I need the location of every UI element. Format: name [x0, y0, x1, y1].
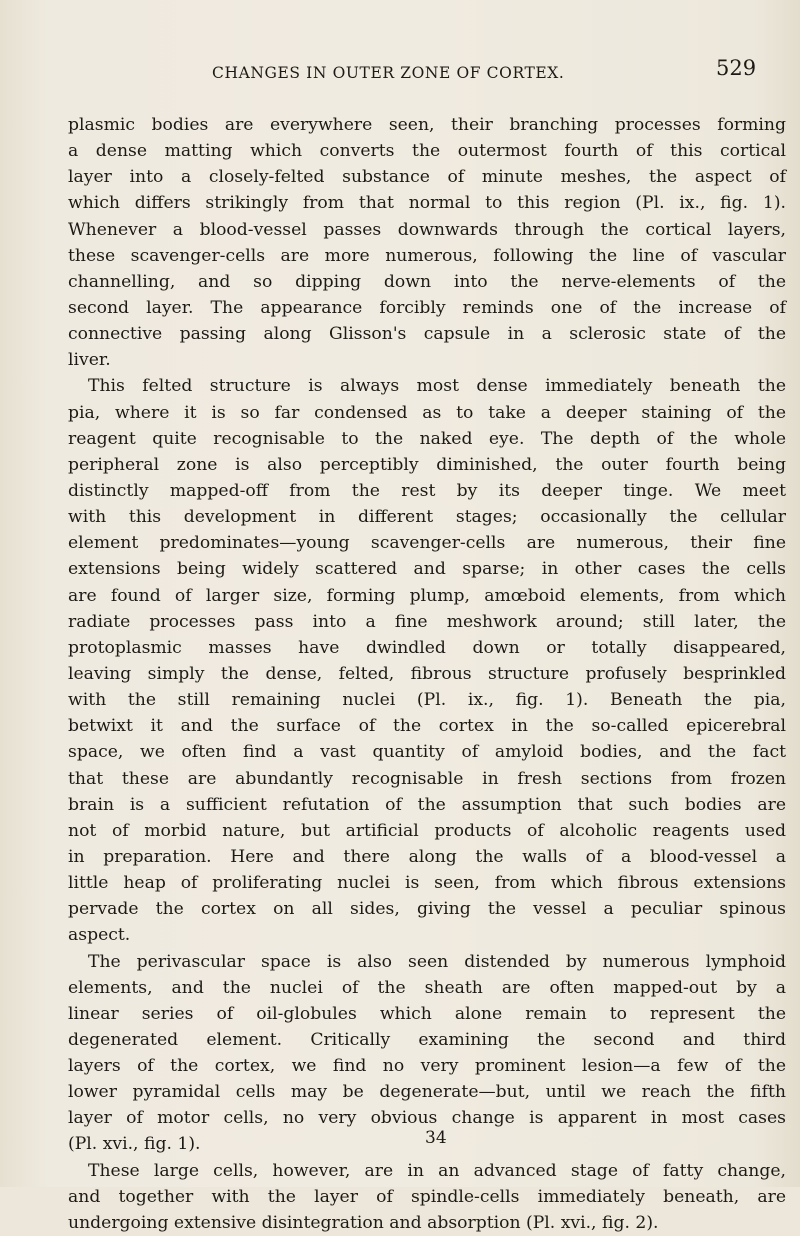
- text-line: these scavenger-cells are more numerous, following the line of vascular: [68, 245, 786, 266]
- text-line: linear series of oil-globules which alone remain to represent the: [68, 1003, 786, 1024]
- text-line: reagent quite recognisable to the naked eye. The depth of the whole: [68, 428, 786, 449]
- text-line: and together with the layer of spindle-cells immediately beneath, are: [68, 1186, 786, 1207]
- text-line: with this development in different stages; occasionally the cellular: [68, 507, 786, 528]
- text-line: brain is a sufficient refutation of the assumption that such bodies are: [68, 794, 786, 815]
- text-line: plasmic bodies are everywhere seen, their branching processes forming: [68, 115, 786, 135]
- text-line: This felted structure is always most dense immediately beneath the: [88, 376, 786, 397]
- text-line: in preparation. Here and there along the walls of a blood-vessel a: [68, 846, 786, 867]
- paragraph: [68, 112, 786, 373]
- text-line: distinctly mapped-off from the rest by its deeper tinge. We meet: [68, 480, 786, 501]
- text-line: peripheral zone is also perceptibly diminished, the outer fourth being: [68, 454, 786, 475]
- text-line: connective passing along Glisson's capsule in a sclerosic state of the: [68, 324, 786, 345]
- text-line: layers of the cortex, we find no very prominent lesion—a few of the: [68, 1056, 786, 1077]
- text-line: element predominates—young scavenger-cells are numerous, their fine: [68, 533, 786, 554]
- body-text: [68, 112, 786, 1236]
- text-line: Whenever a blood-vessel passes downwards through the cortical layers,: [68, 219, 786, 240]
- paragraph: [68, 373, 786, 948]
- signature-mark: 34: [425, 1128, 447, 1148]
- paragraph: [68, 1158, 786, 1236]
- text-line: second layer. The appearance forcibly reminds one of the increase of: [68, 297, 786, 318]
- text-line: channelling, and so dipping down into the nerve-elements of the: [68, 271, 786, 292]
- text-line: radiate processes pass into a fine meshwork around; still later, the: [68, 611, 786, 632]
- text-line: pia, where it is so far condensed as to take a deeper staining of the: [68, 402, 786, 423]
- page-number: 529: [716, 56, 757, 80]
- text-line: These large cells, however, are in an advanced stage of fatty change,: [88, 1160, 786, 1181]
- text-line: betwixt it and the surface of the cortex in the so-called epicerebral: [68, 716, 786, 737]
- text-line: which differs strikingly from that normal to this region (Pl. ix., fig. 1).: [68, 193, 786, 214]
- paragraph: [68, 949, 786, 1158]
- text-line: little heap of proliferating nuclei is seen, from which fibrous extensions: [68, 873, 786, 894]
- running-title: CHANGES IN OUTER ZONE OF CORTEX.: [212, 64, 565, 82]
- text-line: are found of larger size, forming plump, amœboid elements, from which: [68, 585, 786, 606]
- text-line: space, we often find a vast quantity of amyloid bodies, and the fact: [68, 742, 786, 763]
- text-line: extensions being widely scattered and sparse; in other cases the cells: [68, 559, 786, 580]
- running-head: [0, 56, 800, 88]
- text-line: undergoing extensive disintegration and absorption (Pl. xvi., fig. 2).: [68, 1212, 659, 1233]
- text-line: lower pyramidal cells may be degenerate—but, until we reach the fifth: [68, 1082, 786, 1103]
- text-line: layer of motor cells, no very obvious change is apparent in most cases: [68, 1108, 786, 1129]
- text-line: liver.: [68, 350, 111, 371]
- text-line: layer into a closely-felted substance of minute meshes, the aspect of: [68, 167, 786, 188]
- text-line: a dense matting which converts the outermost fourth of this cortical: [68, 141, 786, 162]
- text-line: degenerated element. Critically examining the second and third: [68, 1029, 786, 1050]
- text-line: elements, and the nuclei of the sheath are often mapped-out by a: [68, 977, 786, 998]
- text-line: (Pl. xvi., fig. 1).: [68, 1134, 201, 1155]
- text-line: leaving simply the dense, felted, fibrous structure profusely besprinkled: [68, 663, 786, 684]
- text-line: protoplasmic masses have dwindled down or totally disappeared,: [68, 637, 786, 658]
- text-line: not of morbid nature, but artificial products of alcoholic reagents used: [68, 820, 786, 841]
- text-line: that these are abundantly recognisable in fresh sections from frozen: [68, 768, 786, 789]
- text-line: The perivascular space is also seen distended by numerous lymphoid: [88, 951, 786, 972]
- text-line: with the still remaining nuclei (Pl. ix., fig. 1). Beneath the pia,: [68, 690, 786, 711]
- text-line: pervade the cortex on all sides, giving the vessel a peculiar spinous: [68, 899, 786, 920]
- text-line: aspect.: [68, 925, 131, 946]
